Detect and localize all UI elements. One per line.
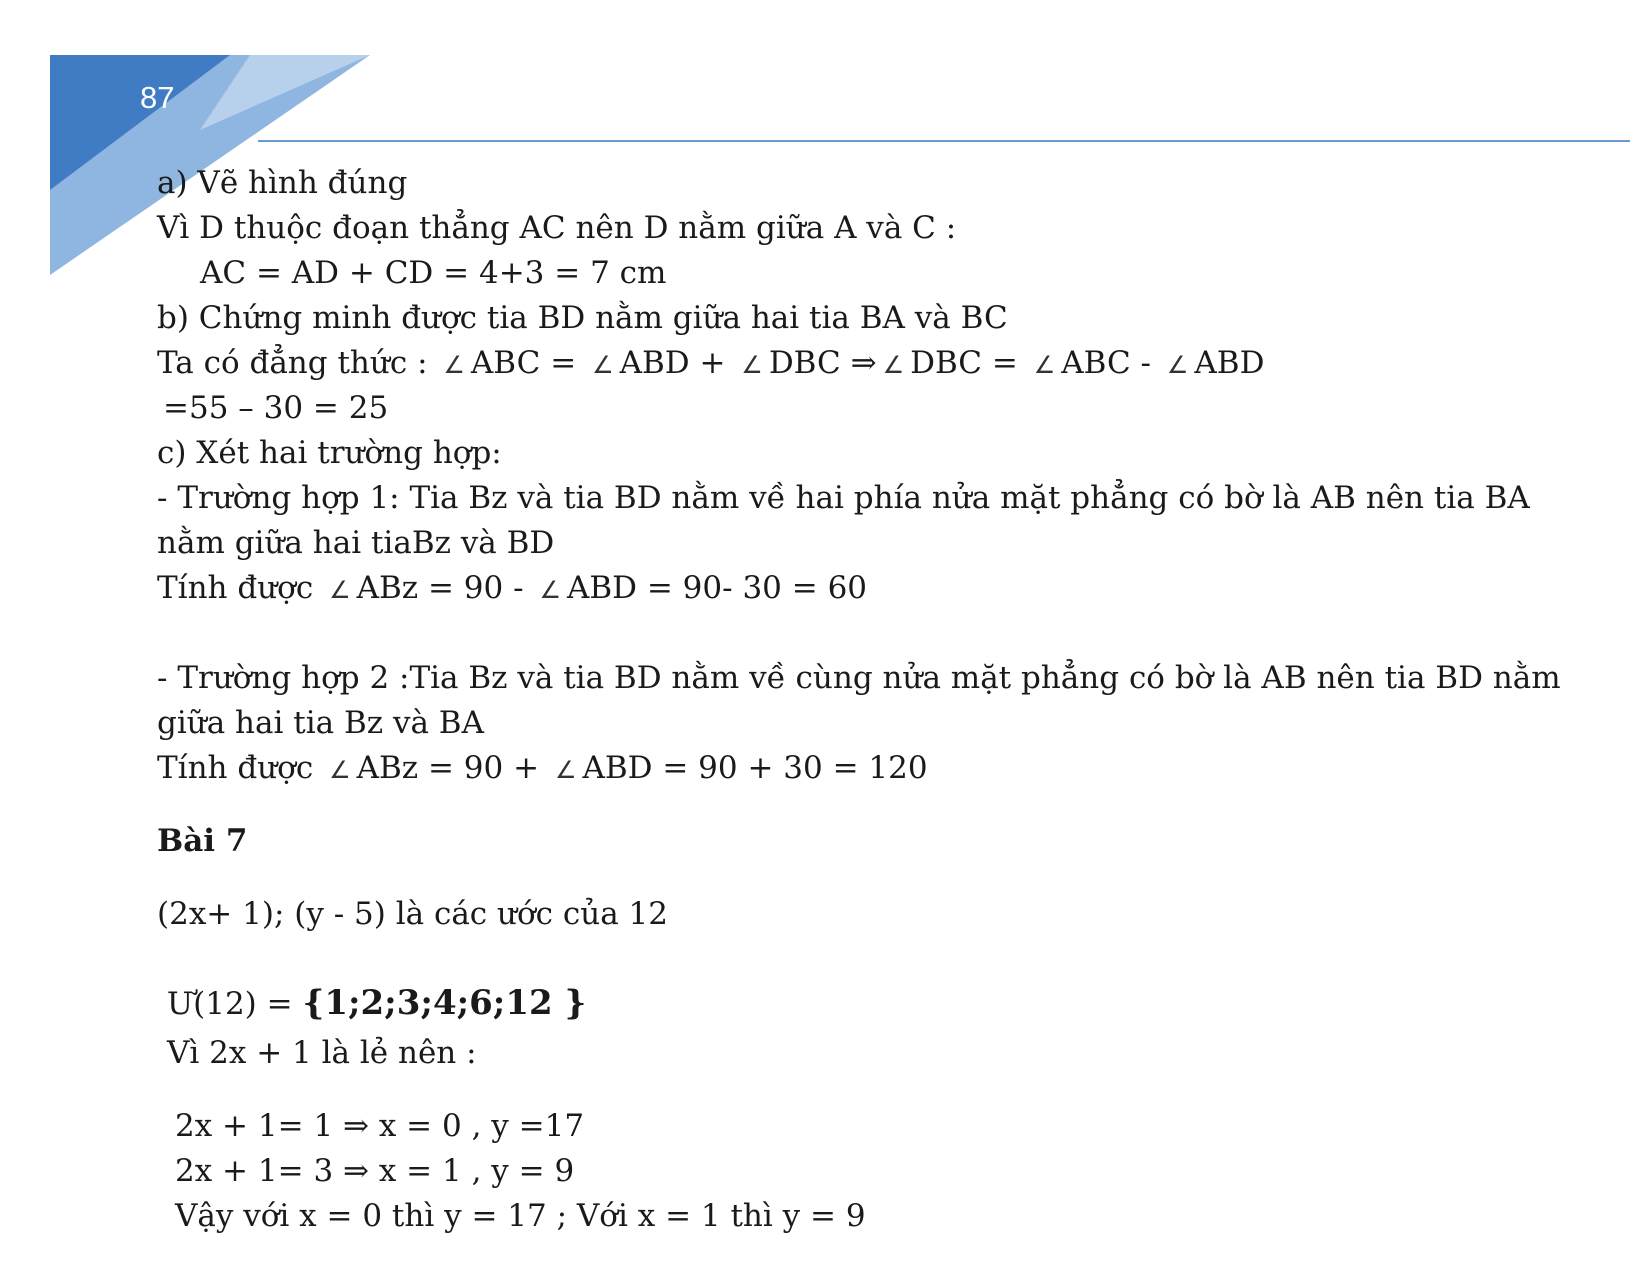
angle-icon: ∠ — [329, 756, 351, 784]
text-fragment: – 30 — [228, 390, 304, 426]
page-number: 87 — [140, 80, 175, 115]
text-line: b) Chứng minh được tia BD nằm giữa hai tia BA và BC — [157, 300, 1008, 336]
text-line: Vì 2x + 1 là lẻ nên : — [167, 1035, 477, 1071]
angle-icon: ∠ — [592, 351, 614, 379]
text-line: nằm giữa hai tiaBz và BD — [157, 525, 555, 561]
angle-icon: ∠ — [539, 576, 561, 604]
text-line: Vậy với x = 0 thì y = 17 ; Với x = 1 thì y = 9 — [175, 1198, 866, 1234]
text-fragment: Tính được — [157, 750, 314, 786]
text-fragment: + — [503, 750, 540, 786]
text-fragment: ABz = 90 — [356, 750, 504, 786]
angle-icon: ∠ — [741, 351, 763, 379]
text-line: Vì D thuộc đoạn thẳng AC nên D nằm giữa A và C : — [157, 210, 957, 246]
equation-line — [157, 568, 867, 610]
angle-icon: ∠ — [329, 576, 351, 604]
divisor-set: {1;2;3;4;6;12 } — [302, 983, 587, 1023]
text-line: (2x+ 1); (y - 5) là các ước của 12 — [157, 896, 668, 932]
text-fragment: ABC = — [470, 345, 577, 381]
equation-line — [163, 388, 388, 428]
text-line: c) Xét hai trường hợp: — [157, 435, 502, 471]
text-line: 2x + 1= 1 ⇒ x = 0 , y =17 — [175, 1108, 585, 1144]
text-fragment: Tính được — [157, 570, 314, 606]
text-fragment: Ư(12) = — [167, 986, 293, 1022]
text-fragment: =55 — [163, 390, 229, 426]
text-line: 2x + 1= 3 ⇒ x = 1 , y = 9 — [175, 1153, 575, 1189]
angle-icon: ∠ — [443, 351, 465, 379]
text-fragment: ABD + — [619, 345, 726, 381]
text-fragment: ABD = 90 — [582, 750, 738, 786]
text-fragment: + 30 — [737, 750, 823, 786]
angle-icon: ∠ — [1166, 351, 1189, 379]
text-fragment: DBC = — [910, 345, 1018, 381]
section-heading: Bài 7 — [157, 823, 248, 859]
text-fragment: ABD — [1194, 345, 1265, 381]
text-fragment: DBC ⇒ — [768, 345, 877, 381]
header-rule — [258, 140, 1630, 142]
text-fragment: ABz = 90 — [356, 570, 504, 606]
text-line: - Trường hợp 1: Tia Bz và tia BD nằm về hai phía nửa mặt phẳng có bờ là AB nên tia BA — [157, 480, 1530, 516]
equation-line — [157, 343, 1264, 385]
text-line: - Trường hợp 2 :Tia Bz và tia BD nằm về cùng nửa mặt phẳng có bờ là AB nên tia BD nằm — [157, 660, 1561, 696]
equation-line — [167, 983, 586, 1024]
text-fragment: - 30 — [722, 570, 782, 606]
angle-icon: ∠ — [1033, 351, 1056, 379]
equation-line — [157, 748, 928, 790]
text-line: a) Vẽ hình đúng — [157, 165, 408, 201]
angle-icon: ∠ — [554, 756, 577, 784]
text-fragment: = 120 — [822, 750, 928, 786]
text-fragment: ABC - — [1061, 345, 1152, 381]
text-fragment: Ta có đẳng thức : — [157, 345, 428, 381]
text-fragment: = 60 — [781, 570, 868, 606]
text-line: AC = AD + CD = 4+3 = 7 cm — [200, 255, 667, 291]
text-fragment: - — [503, 570, 524, 606]
text-fragment: ABD = 90 — [566, 570, 723, 606]
text-line: giữa hai tia Bz và BA — [157, 705, 484, 741]
text-fragment: = 25 — [303, 390, 389, 426]
angle-icon: ∠ — [882, 351, 905, 379]
